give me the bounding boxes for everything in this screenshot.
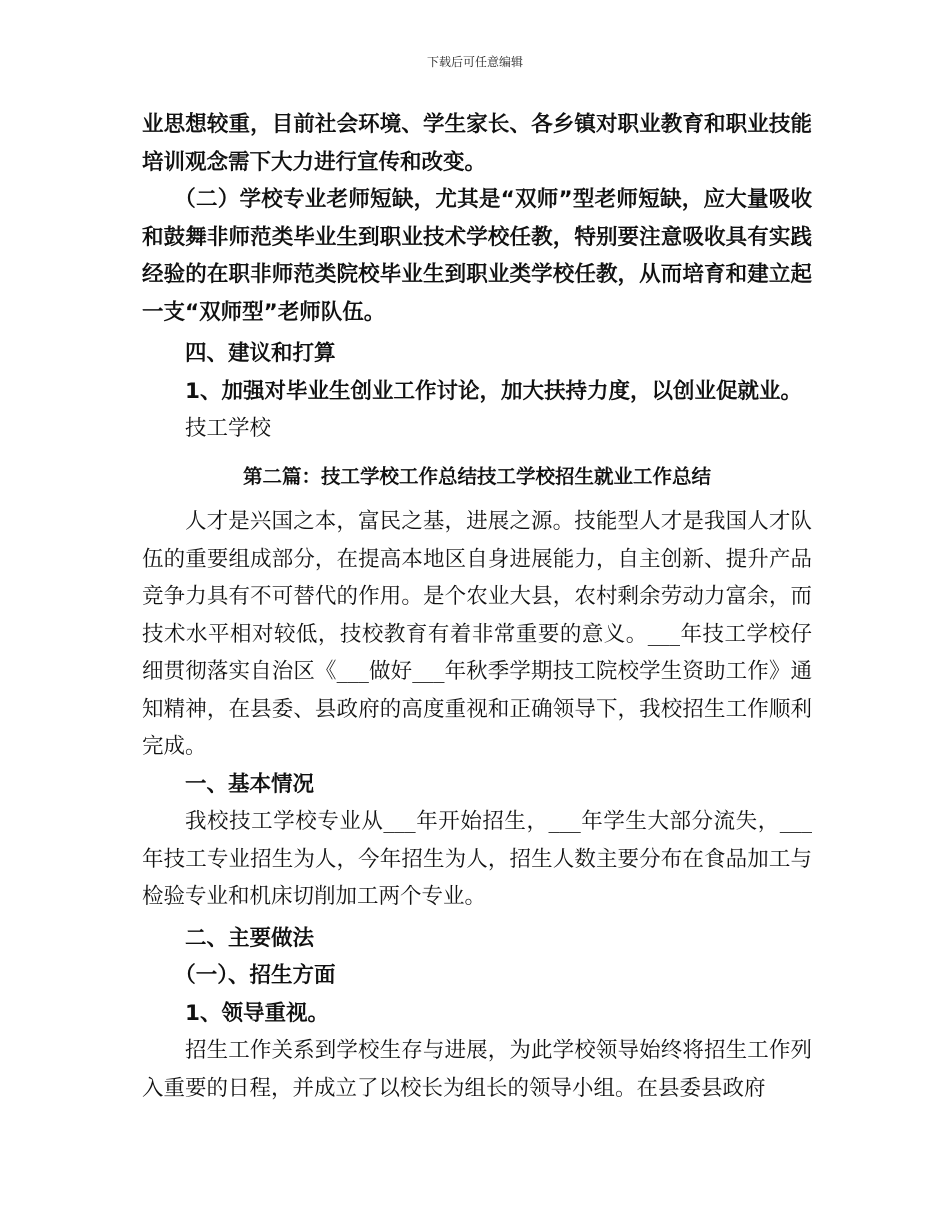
article-title <box>142 458 812 496</box>
paragraph-teacher-shortage: （二）学校专业老师短缺，尤其是“双师”型老师短缺，应大量吸收和鼓舞非师范类毕业生到职业技术学校任教，特别要注意吸收具有实践经验的在职非师范类院校毕业生到职业类学校任教，从而培育和建立起一支“双师型”老师队伍。 <box>142 187 812 325</box>
paragraph-continuation: 业思想较重，目前社会环境、学生家长、各乡镇对职业教育和职业技能培训观念需下大力进行宣传和改变。 <box>142 112 812 175</box>
subsection-heading-enrollment: （一）、招生方面 <box>174 963 336 988</box>
section-heading-basic-situation: 一、基本情况 <box>185 771 315 797</box>
paragraph-intro: 人才是兴国之本，富民之基，进展之源。技能型人才是我国人才队伍的重要组成部分，在提高本地区自身进展能力，自主创新、提升产品竞争力具有不可替代的作用。是个农业大县，农村剩余劳动力富余，而技术水平相对较低，技校教育有着非常重要的意义。___年技工学校仔细贯彻落实自治区《___做好___年秋季学期技工院校学生资助工作》通知精神，在县委、县政府的高度重视和正确领导下，我校招生工作顺利完成。 <box>142 509 812 759</box>
paragraph-school-name: 技工学校 <box>185 416 272 441</box>
article-title-text: 第二篇：技工学校工作总结技工学校招生就业工作总结 <box>242 464 711 488</box>
paragraph-suggestion-1: 1、加强对毕业生创业工作讨论，加大扶持力度，以创业促就业。 <box>185 378 802 404</box>
item-heading-leadership: 1、领导重视。 <box>185 1000 329 1026</box>
section-heading-main-practices: 二、主要做法 <box>185 925 315 951</box>
page-header-note: 下载后可任意编辑 <box>426 55 523 69</box>
document-body <box>142 106 812 1107</box>
section-heading-suggestions: 四、建议和打算 <box>185 341 336 366</box>
paragraph-leadership: 招生工作关系到学校生存与进展，为此学校领导始终将招生工作列入重要的日程，并成立了以校长为组长的领导小组。在县委县政府 <box>142 1038 812 1101</box>
paragraph-basic-situation: 我校技工学校专业从___年开始招生，___年学生大部分流失，___年技工专业招生为人，今年招生为人，招生人数主要分布在食品加工与检验专业和机床切削加工两个专业。 <box>142 809 812 909</box>
